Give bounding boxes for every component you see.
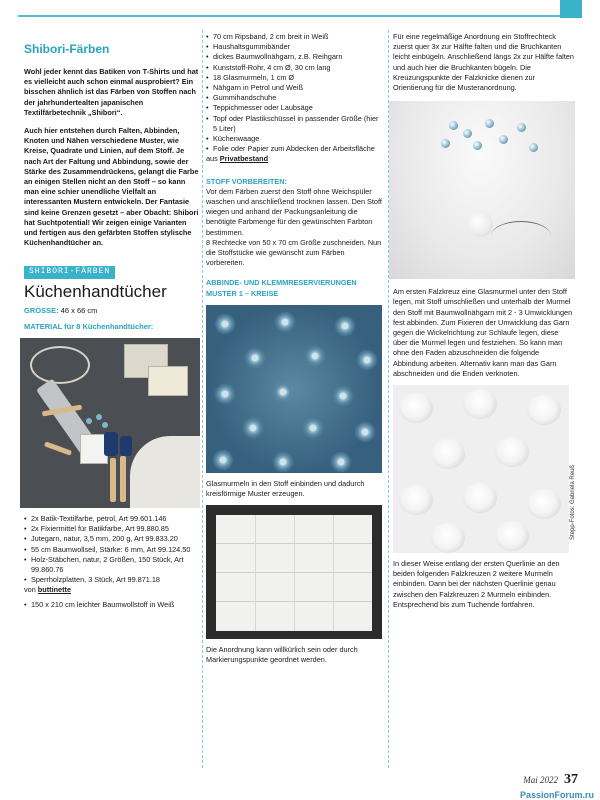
marble [517,123,526,132]
pattern-dot [274,311,296,333]
list-item: • dickes Baumwollnähgarn, z.B. Reihgarn [206,52,384,62]
column-3 [393,32,575,610]
materials-list [24,514,200,585]
fold-line [294,515,295,631]
fabric-puff [495,437,529,467]
materials-list-extra [24,600,200,610]
source-prefix: aus [206,154,218,164]
list-item: • Holz-Stäbchen, natur, 2 Größen, 150 Stück, Art 99.860.76 [24,555,200,575]
list-item: • Nähgarn in Petrol und Weiß [206,83,384,93]
project-title: Küchenhandtücher [24,281,167,301]
marble [449,121,458,130]
materials-list-continued [206,32,384,154]
prep-heading: STOFF VORBEREITEN: [206,176,287,186]
pattern-dot [212,449,234,471]
photo-credit: Stepp-Fotos: Gabriela Reuß [570,464,576,540]
marble [499,135,508,144]
bound-marble [467,211,493,237]
marble-3 [102,422,108,428]
source-link-private[interactable]: Privatbestand [219,154,269,164]
fabric-puff [431,439,465,469]
list-item: • Folie oder Papier zum Abdecken der Arbeitsfläche [206,144,384,154]
size-line [24,306,200,316]
list-item: • 55 cm Baumwollseil, Stärke: 6 mm, Art 99.124.50 [24,545,200,555]
pattern-dot [302,417,324,439]
size-value: 46 x 66 cm [60,305,98,315]
fabric-puff [463,483,497,513]
pattern-dot [356,349,378,371]
marble-1 [86,418,92,424]
marble [485,119,494,128]
photo-caption-1: Glasmurmeln in den Stoff einbinden und dadurch kreisförmige Muster erzeugen. [206,478,365,499]
marble-2 [96,414,102,420]
material-heading: MATERIAL für 8 Küchenhandtücher: [24,321,154,331]
wood-stick-2 [44,441,72,455]
intro [24,67,200,248]
pattern-dot [354,421,376,443]
white-fabric [130,436,200,508]
top-accent-bar [0,0,600,18]
list-item: • 70 cm Ripsband, 2 cm breit in Weiß [206,32,384,42]
source-line-buttinette [24,585,200,595]
pattern-dot [304,345,326,367]
source-line-private [206,154,384,164]
pattern-dot [272,381,294,403]
marble [473,141,482,150]
fabric-puff [431,523,465,553]
category-ribbon: SHIBORI-FÄRBEN [24,266,115,278]
prep-text: Vor dem Färben zuerst den Stoff ohne Weichspüler waschen und anschließend trocknen lassen. Den Stoff wiegen und anhand der Packungsanleitung die benötigte Farbmenge für den gewünschten Farbton bestimmen. [206,186,382,237]
dye-bottle-2 [120,436,132,456]
intro-paragraph-2: Auch hier entstehen durch Falten, Abbinden, Knoten und Nähen verschiedene Muster, wie Kreise, Quadrate und Linien, auf dem Stoff. Je nach Art der Faltung und Abbindung, sowie der Stärke des Zusammendrückens, gelangt die Farbe an einigen Stellen nicht an den Stoff – so kann man eine schier unendliche Vielfalt an interessanten Mustern entwickeln. Der Fantasie sind keine Grenzen gesetzt – aber Obacht: Shibori hat Suchtpotential! Wir zeigen einige Varianten und fertigen aus den gefärbten Stoffen stylische Küchenhandtücher an. [24,126,199,248]
fabric-puff [463,389,497,419]
section-title: Shibori-Färben [24,42,110,56]
intro-paragraph-1: Wohl jeder kennt das Batiken von T-Shirts und hat es vielleicht auch schon einmal ausprobiert? Ein bisschen ähnlich ist das Färben von Stoffen nach der jahrhundertealten japanischen Textilfärbetechnik „Shibori“. [24,67,199,117]
marble-binding-photo [389,101,575,279]
size-label: GRÖSSE: [24,305,59,315]
marble [441,139,450,148]
list-item: • 2x Batik-Textilfarbe, petrol, Art 99.601.146 [24,514,200,524]
page-number: 37 [564,772,578,787]
thread [491,221,551,251]
list-item: • 150 x 210 cm leichter Baumwollstoff in Weiß [24,600,200,610]
instruction-text-3: In dieser Weise entlang der ersten Querlinie an den beiden folgenden Falzkreuzen 2 weitere Murmeln einbinden. Dann bei der nächsten Querlinie genau zwischen den Falzkreuzen 2 Murmeln einbinden. Entsprechend bis zum Tuchende fortfahren. [393,559,560,609]
fold-line [255,515,256,631]
bound-puffs-photo [393,385,569,553]
list-item: • Jutegarn, natur, 3,5 mm, 200 g, Art 99.833.20 [24,534,200,544]
list-item: • Küchenwaage [206,134,384,144]
fabric-puff [399,393,433,423]
plywood-pack [148,366,188,396]
list-item: • Haushaltsgummibänder [206,42,384,52]
pattern-dot [242,417,264,439]
material-photo [20,338,200,508]
fold-line [333,515,334,631]
pattern-dot [332,385,354,407]
pattern-dot [272,451,294,473]
pattern-dot [244,347,266,369]
pattern-dot [330,451,352,473]
pattern-dot [214,383,236,405]
reserve-heading: ABBINDE- UND KLEMMRESERVIERUNGEN MUSTER 1 – KREISE [206,278,357,298]
issue-month: Mai 2022 [523,775,558,785]
cord-coil [30,346,90,384]
shibori-circles-photo [206,305,382,473]
list-item: • Sperrholzplatten, 3 Stück, Art 99.871.18 [24,575,200,585]
list-item: • Topf oder Plastikschüssel in passender Größe (hier 5 Liter) [206,114,384,134]
column-2 [206,32,384,666]
source-link-buttinette[interactable]: buttinette [37,585,72,595]
list-item: • Teppichmesser oder Laubsäge [206,103,384,113]
folded-fabric-photo [206,505,382,639]
fabric-puff [495,521,529,551]
top-accent-line [18,15,560,17]
instruction-text-1: Für eine regelmäßige Anordnung ein Stoffrechteck zuerst quer 3x zur Hälfte falten und die Bruchkanten leicht einbügeln. Anschließend längs 2x zur Hälfte falten und auch hier die Bruchkanten bügeln. Die Kreuzungspunkte der Falzknicke dienen zur Orientierung für die Musteranordnung. [393,32,574,93]
prep-text-2: 8 Rechtecke von 50 x 70 cm Größe zuschneiden. Nun die Stoffstücke wie gewünscht zum Färben vorbereiten. [206,237,382,268]
list-item: • 18 Glasmurmeln, 1 cm Ø [206,73,384,83]
marble [463,129,472,138]
fabric-puff [527,395,561,425]
fabric-puff [399,485,433,515]
list-item: • Gummihandschuhe [206,93,384,103]
wood-stick-3 [110,458,116,502]
marble [529,143,538,152]
source-prefix: von [24,585,36,595]
instruction-text-2: Am ersten Falzkreuz eine Glasmurmel unter den Stoff legen, mit Stoff umschließen und unterhalb der Murmel den Stoff mit Baumwollnähgarn mit 2 - 3 Umwicklungen fest abbinden. Zum Fixieren der Umwicklung das Garn gegen die Wickelrichtung zur Schlaufe legen, diese über die Murmel legen und festziehen. So kann man ohne den Faden abzuschneiden die folgende Abbindung arbeiten. Alternativ kann man das Garn abschneiden und die Enden verknoten. [393,287,573,378]
top-accent-tab [560,0,582,18]
dye-bottle-1 [104,432,118,456]
list-item: • 2x Fixiermittel für Batikfarbe, Art 99.880.85 [24,524,200,534]
pattern-dot [334,315,356,337]
column-divider-1 [202,30,203,768]
pattern-dot [214,313,236,335]
list-item: • Kunststoff-Rohr, 4 cm Ø, 30 cm lang [206,63,384,73]
page-footer [523,772,578,788]
watermark: PassionForum.ru [519,790,594,800]
column-1 [24,32,200,610]
photo-caption-2: Die Anordnung kann willkürlich sein oder durch Markierungspunkte geordnet werden. [206,645,358,665]
fabric-puff [527,489,561,519]
wood-stick-4 [120,456,126,502]
